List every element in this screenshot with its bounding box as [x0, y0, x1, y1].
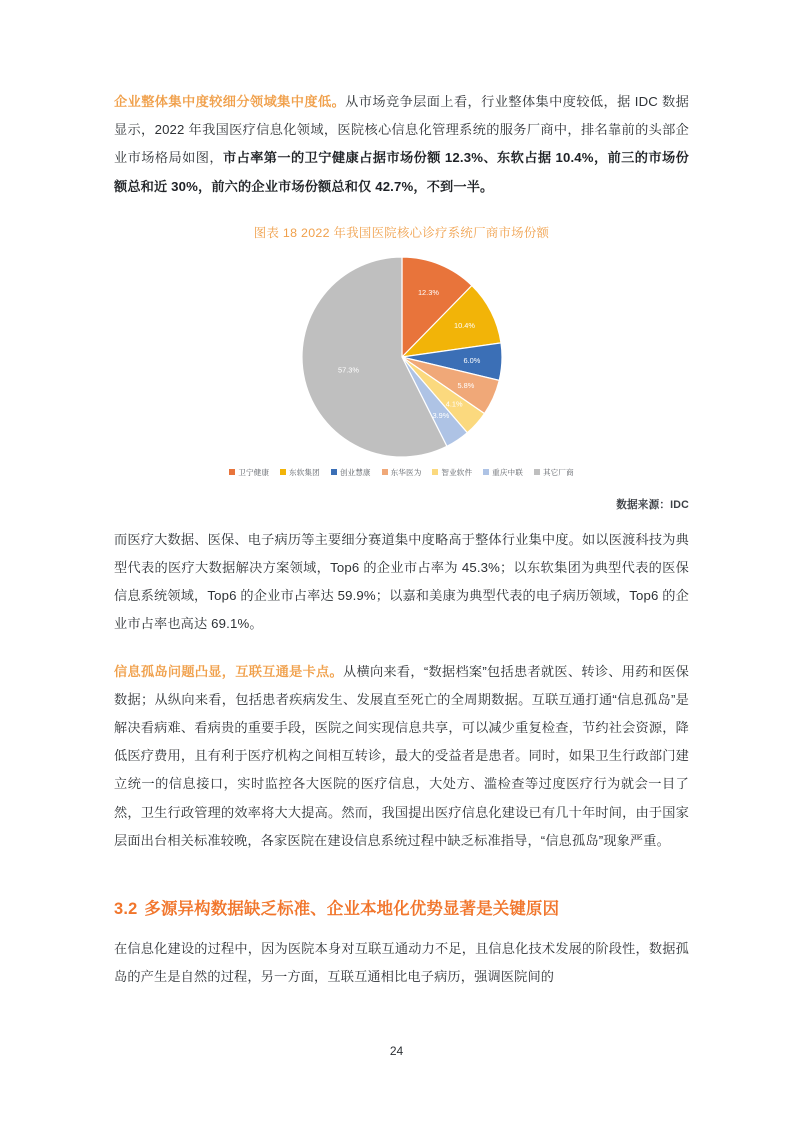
- legend-item[interactable]: [331, 467, 371, 478]
- legend-swatch-icon: [280, 469, 286, 475]
- legend-swatch-icon: [534, 469, 540, 475]
- legend-item[interactable]: [432, 467, 472, 478]
- pie-slice-label: 4.1%: [445, 399, 463, 409]
- legend-item[interactable]: [534, 467, 574, 478]
- pie-slice-label: 12.3%: [417, 287, 439, 297]
- legend-swatch-icon: [229, 469, 235, 475]
- chart-legend: [114, 467, 689, 478]
- figure-title: 图表 18 2022 年我国医院核心诊疗系统厂商市场份额: [253, 225, 550, 240]
- legend-label: 东华医为: [390, 467, 422, 477]
- legend-label: 创业慧康: [339, 467, 371, 477]
- page-number: 24: [389, 1044, 404, 1058]
- legend-swatch-icon: [382, 469, 388, 475]
- legend-swatch-icon: [331, 469, 337, 475]
- legend-label: 重庆中联: [492, 467, 523, 477]
- paragraph-subsegment-concentration: 而医疗大数据、医保、电子病历等主要细分赛道集中度略高于整体行业集中度。如以医渡科技为典型代表的医疗大数据解决方案领域，Top6 的企业市占率为 45.3%；以东软集团为典型代表的医保信息系统领域，Top6 的企业市占率达 59.9%；以嘉和美康为典型代表的电子病历领域，Top6 的企业市占率也高达 69.1%。: [114, 531, 689, 632]
- paragraph-lead-highlight: 企业整体集中度较细分领域集中度低。: [114, 94, 346, 109]
- legend-item[interactable]: [382, 467, 422, 478]
- pie-chart-canvas: [300, 255, 504, 459]
- legend-label: 智业软件: [441, 467, 473, 477]
- pie-chart-svg: [300, 255, 504, 459]
- pie-slice-label: 3.9%: [431, 410, 449, 420]
- figure-18: [114, 223, 689, 512]
- section-heading-3-2: [114, 895, 689, 919]
- paragraph-lead-highlight-2: 信息孤岛问题凸显，互联互通是卡点。: [114, 663, 343, 679]
- section-title: 多源异构数据缺乏标准、企业本地化优势显著是关键原因: [144, 900, 560, 919]
- paragraph-body-normal-2: 从横向来看，“数据档案”包括患者就医、转诊、用药和医保数据；从纵向来看，包括患者疾病发生、发展直至死亡的全周期数据。互联互通打通“信息孤岛”是解决看病难、看病贵的重要手段，医院之间实现信息共享，可以减少重复检查，节约社会资源，降低医疗费用，且有利于医疗机构之间相互转诊，最大的受益者是患者。同时，如果卫生行政部门建立统一的信息接口，实时监控各大医院的医疗信息，大处方、滥检查等过度医疗行为就会一目了然，卫生行政管理的效率将大大提高。然而，我国提出医疗信息化建设已有几十年时间，由于国家层面出台相关标准较晚，各家医院在建设信息系统过程中缺乏标准指导，“信息孤岛”现象严重。: [114, 663, 689, 848]
- legend-label: 东软集团: [289, 467, 320, 477]
- section-number: 3.2: [114, 900, 138, 919]
- paragraph-body-normal: 从市场竞争层面上看，行业整体集中度较低，据 IDC 数据显示，2022 年我国医疗信息化领域，医院核心信息化管理系统的服务厂商中，排名靠前的头部企业市场格局如图，: [114, 94, 689, 166]
- pie-slice-label: 6.0%: [462, 355, 480, 365]
- pie-slice-label: 5.8%: [457, 380, 474, 390]
- legend-item[interactable]: [280, 467, 320, 478]
- paragraph-market-concentration: [114, 88, 689, 201]
- pie-slice-label: 10.4%: [453, 320, 475, 330]
- paragraph-section-intro: 在信息化建设的过程中，因为医院本身对互联互通动力不足，且信息化技术发展的阶段性，数据孤岛的产生是自然的过程，另一方面，互联互通相比电子病历，强调医院间的: [114, 941, 689, 985]
- legend-item[interactable]: [483, 467, 523, 478]
- paragraph-body-emphasis: 市占率第一的卫宁健康占据市场份额 12.3%、东软占据 10.4%，前三的市场份额总和近 30%，前六的企业市场份额总和仅 42.7%，不到一半。: [114, 150, 689, 194]
- legend-swatch-icon: [432, 469, 438, 475]
- legend-item[interactable]: [229, 467, 269, 478]
- paragraph-information-island: [114, 658, 689, 855]
- pie-slice-label: 57.3%: [337, 365, 359, 375]
- legend-swatch-icon: [483, 469, 489, 475]
- legend-label: 卫宁健康: [238, 467, 270, 477]
- legend-label: 其它厂商: [542, 467, 574, 477]
- pie-chart: [114, 255, 689, 487]
- figure-source: 数据来源：IDC: [616, 498, 689, 511]
